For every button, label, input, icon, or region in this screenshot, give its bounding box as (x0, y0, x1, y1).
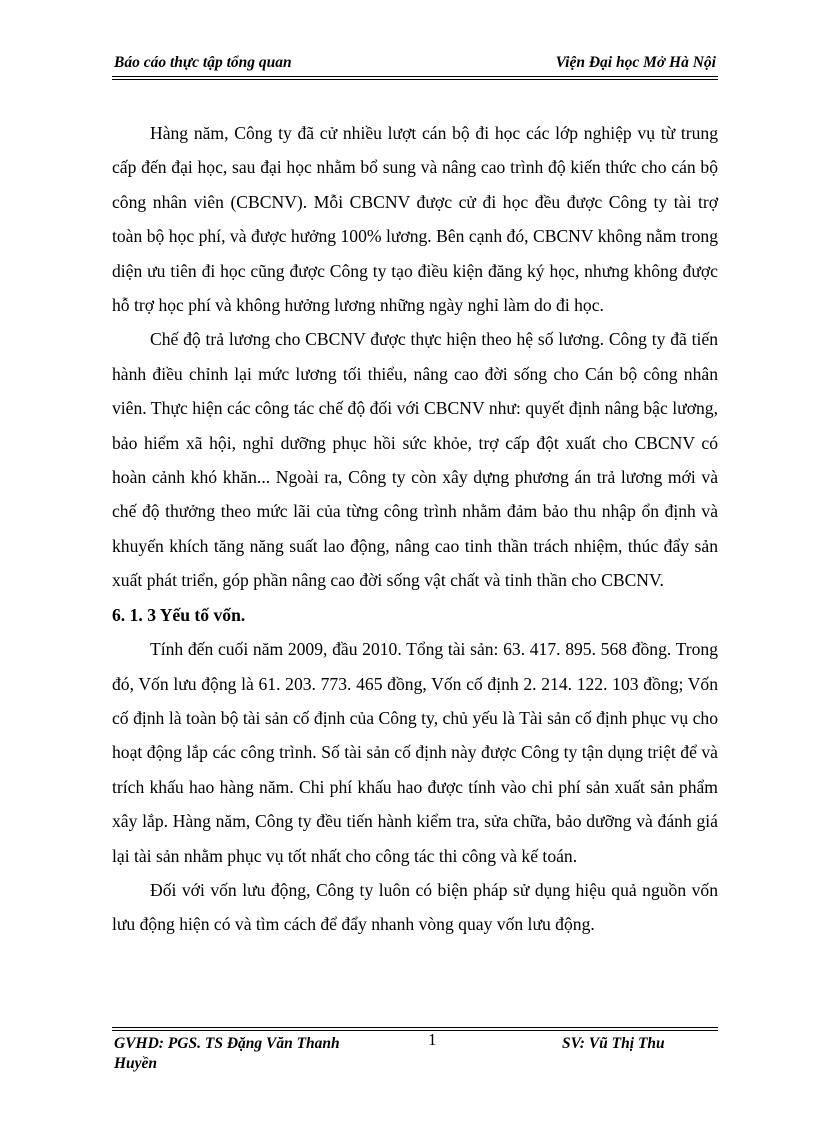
paragraph-training: Hàng năm, Công ty đã cử nhiều lượt cán bộ đi học các lớp nghiệp vụ từ trung cấp đến đại học, sau đại học nhằm bổ sung và nâng cao trình độ kiến thức cho cán bộ công nhân viên (CBCNV). Mỗi CBCNV được cử đi học đều được Công ty tài trợ toàn bộ học phí, và được hưởng 100% lương. Bên cạnh đó, CBCNV không nằm trong diện ưu tiên đi học cũng được Công ty tạo điều kiện đăng ký học, nhưng không được hỗ trợ học phí và không hưởng lương những ngày nghỉ làm do đi học. (112, 123, 718, 316)
document-body (112, 116, 718, 942)
paragraph-working-capital: Đối với vốn lưu động, Công ty luôn có biện pháp sử dụng hiệu quả nguồn vốn lưu động hiện có và tìm cách để đẩy nhanh vòng quay vốn lưu động. (112, 879, 718, 935)
header-rule (112, 76, 718, 80)
paragraph-salary: Chế độ trả lương cho CBCNV được thực hiện theo hệ số lương. Công ty đã tiến hành điều chỉnh lại mức lương tối thiểu, nâng cao đời sống cho Cán bộ công nhân viên. Thực hiện các công tác chế độ đối với CBCNV như: quyết định nâng bậc lương, bảo hiểm xã hội, nghỉ dưỡng phục hồi sức khỏe, trợ cấp đột xuất cho CBCNV có hoàn cảnh khó khăn... Ngoài ra, Công ty còn xây dựng phương án trả lương mới và chế độ thưởng theo mức lãi của từng công trình nhằm đảm bảo thu nhập ổn định và khuyến khích tăng năng suất lao động, nâng cao tinh thần trách nhiệm, thúc đẩy sản xuất phát triển, góp phần nâng cao đời sống vật chất và tinh thần cho CBCNV. (112, 329, 718, 591)
page-header (112, 52, 718, 74)
header-institution: Viện Đại học Mở Hà Nội (555, 54, 716, 71)
page-number: 1 (428, 1030, 437, 1049)
header-report-title: Báo cáo thực tập tổng quan (114, 54, 292, 71)
section-heading-capital: 6. 1. 3 Yếu tố vốn. (112, 604, 246, 625)
footer-student: SV: Vũ Thị Thu (562, 1035, 665, 1052)
footer-supervisor: GVHD: PGS. TS Đặng Văn Thanh Huyền (114, 1035, 340, 1072)
paragraph-assets: Tính đến cuối năm 2009, đầu 2010. Tổng tài sản: 63. 417. 895. 568 đồng. Trong đó, Vốn lưu động là 61. 203. 773. 465 đồng, Vốn cố định 2. 214. 122. 103 đồng; Vốn cố định là toàn bộ tài sản cố định của Công ty, chủ yếu là Tài sản cố định phục vụ cho hoạt động lắp các công trình. Số tài sản cố định này được Công ty tận dụng triệt để và trích khấu hao hàng năm. Chi phí khấu hao được tính vào chi phí sản xuất sản phẩm xây lắp. Hàng năm, Công ty đều tiến hành kiểm tra, sửa chữa, bảo dưỡng và đánh giá lại tài sản nhằm phục vụ tốt nhất cho công tác thi công và kế toán. (112, 639, 718, 866)
footer-rule (112, 1027, 718, 1031)
